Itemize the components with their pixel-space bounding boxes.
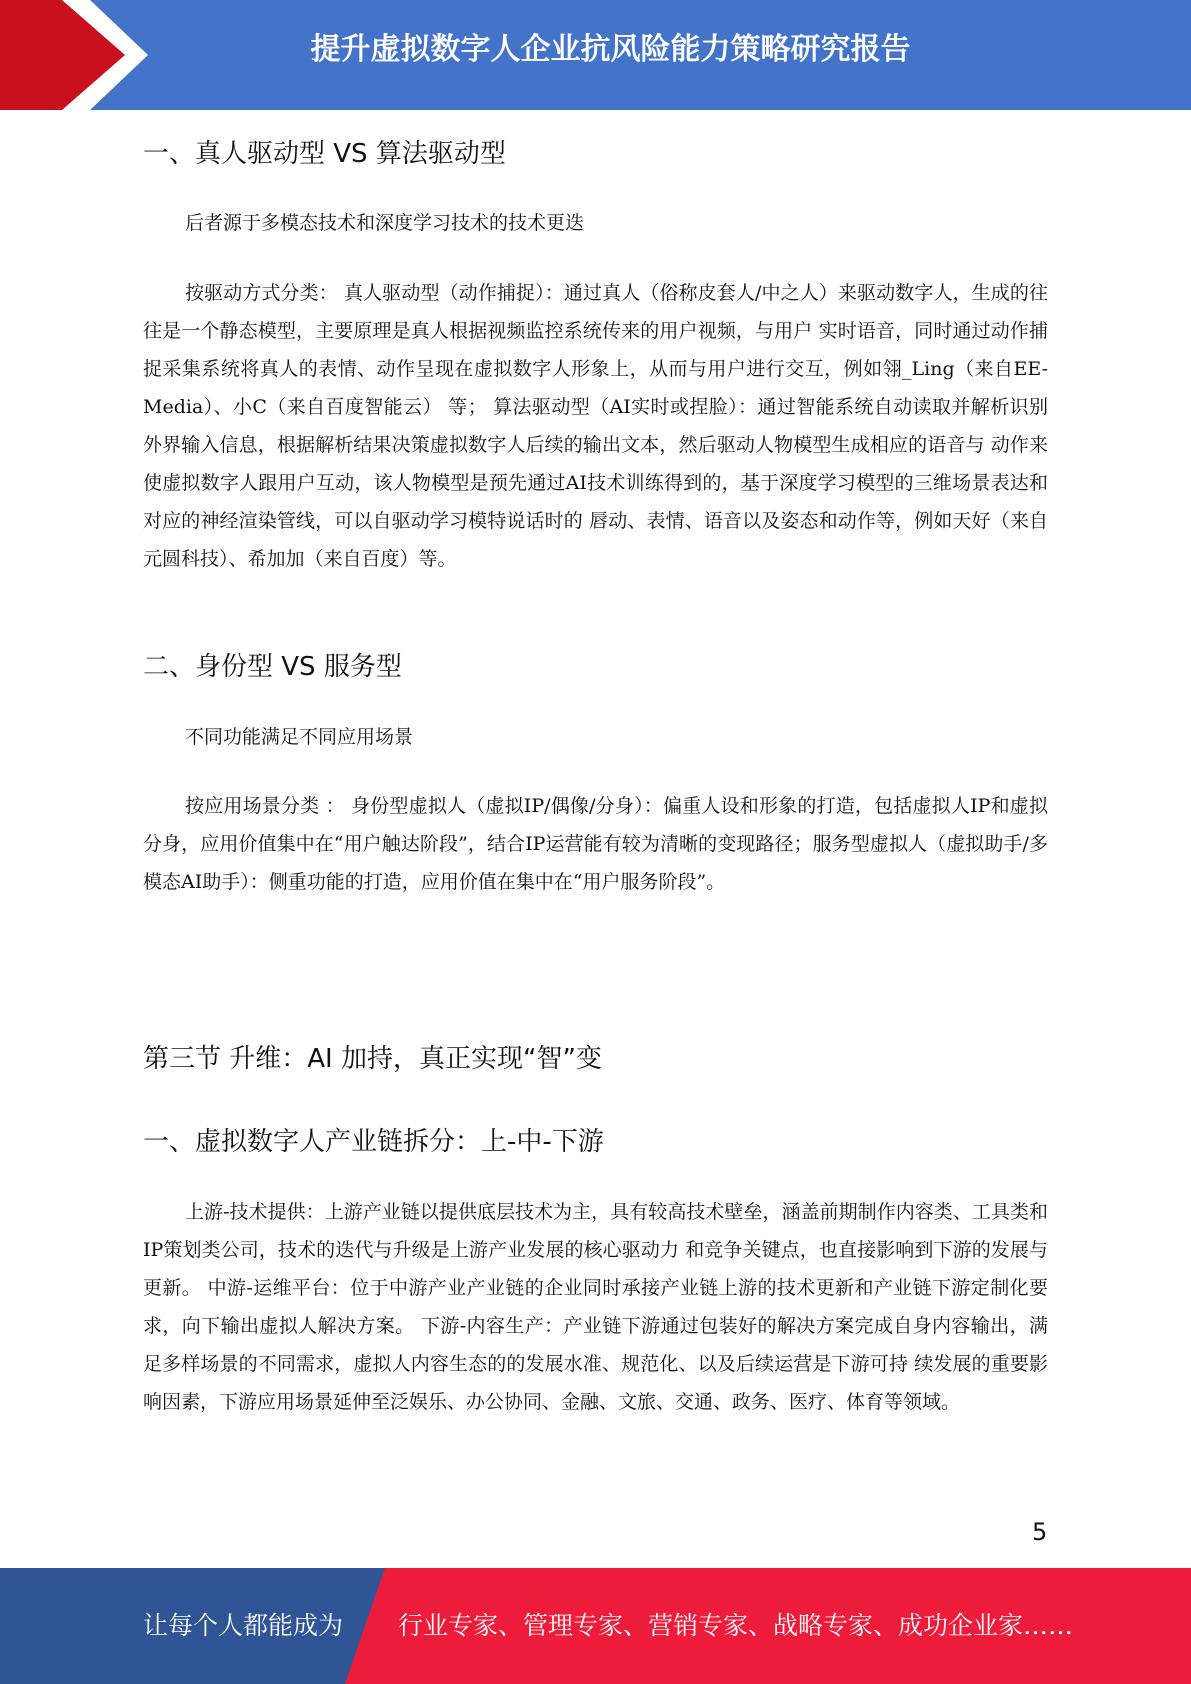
- section-heading-industry-chain: 一、虚拟数字人产业链拆分：上-中-下游: [143, 1127, 604, 1157]
- footer-banner: [0, 1568, 1191, 1684]
- report-title: 提升虚拟数字人企业抗风险能力策略研究报告: [310, 32, 911, 67]
- paragraph-industry-chain: 上游-技术提供：上游产业链以提供底层技术为主，具有较高技术壁垒，涵盖前期制作内容类、工具类和IP策划类公司，技术的迭代与升级是上游产业发展的核心驱动力 和竞争关键点，也直接影响到下游的发展与更新。 中游-运维平台：位于中游产业产业链的企业同时承接产业链上游的技术更新和产业链下游定制化要求，向下输出虚拟人解决方案。 下游-内容生产：产业链下游通过包装好的解决方案完成自身内容输出，满足多样场景的不同需求，虚拟人内容生态的的发展水准、规范化、以及后续运营是下游可持 续发展的重要影响因素，下游应用场景延伸至泛娱乐、办公协同、金融、文旅、交通、政务、医疗、体育等领域。: [143, 1201, 1048, 1413]
- footer-slogan-right: 行业专家、管理专家、营销专家、战略专家、成功企业家……: [398, 1611, 1074, 1640]
- section-heading-driving-type: 一、真人驱动型 VS 算法驱动型: [143, 139, 506, 169]
- page-number: 5: [1032, 1518, 1048, 1546]
- paragraph-driving-type: 按驱动方式分类： 真人驱动型（动作捕捉）：通过真人（俗称皮套人/中之人）来驱动数字人，生成的往往是一个静态模型，主要原理是真人根据视频监控系统传来的用户视频，与用户 实时语音，同时通过动作捕捉采集系统将真人的表情、动作呈现在虚拟数字人形象上，从而与用户进行交互，例如翎_Ling（来自EE-Media）、小C（来自百度智能云） 等； 算法驱动型（AI实时或捏脸）：通过智能系统自动读取并解析识别外界输入信息，根据解析结果决策虚拟数字人后续的输出文本，然后驱动人物模型生成相应的语音与 动作来使虚拟数字人跟用户互动，该人物模型是预先通过AI技术训练得到的，基于深度学习模型的三维场景表达和对应的神经渲染管线，可以自驱动学习模特说话时的 唇动、表情、语音以及姿态和动作等，例如天好（来自元圆科技）、希加加（来自百度）等。: [143, 282, 1048, 570]
- footer-slogan-left: 让每个人都能成为: [143, 1611, 344, 1640]
- section-subtitle-function-type: 不同功能满足不同应用场景: [185, 726, 414, 748]
- section-subtitle-driving-type: 后者源于多模态技术和深度学习技术的技术更迭: [185, 212, 585, 234]
- header-banner: [0, 0, 1191, 110]
- paragraph-function-type: 按应用场景分类 ： 身份型虚拟人（虚拟IP/偶像/分身）：偏重人设和形象的打造，包括虚拟人IP和虚拟分身，应用价值集中在“用户触达阶段”，结合IP运营能有较为清晰的变现路径；服务型虚拟人（虚拟助手/多模态AI助手）：侧重功能的打造，应用价值在集中在“用户服务阶段”。: [143, 795, 1048, 893]
- chapter-heading-section-three: 第三节 升维：AI 加持，真正实现“智”变: [143, 1044, 602, 1074]
- section-heading-function-type: 二、身份型 VS 服务型: [143, 652, 402, 682]
